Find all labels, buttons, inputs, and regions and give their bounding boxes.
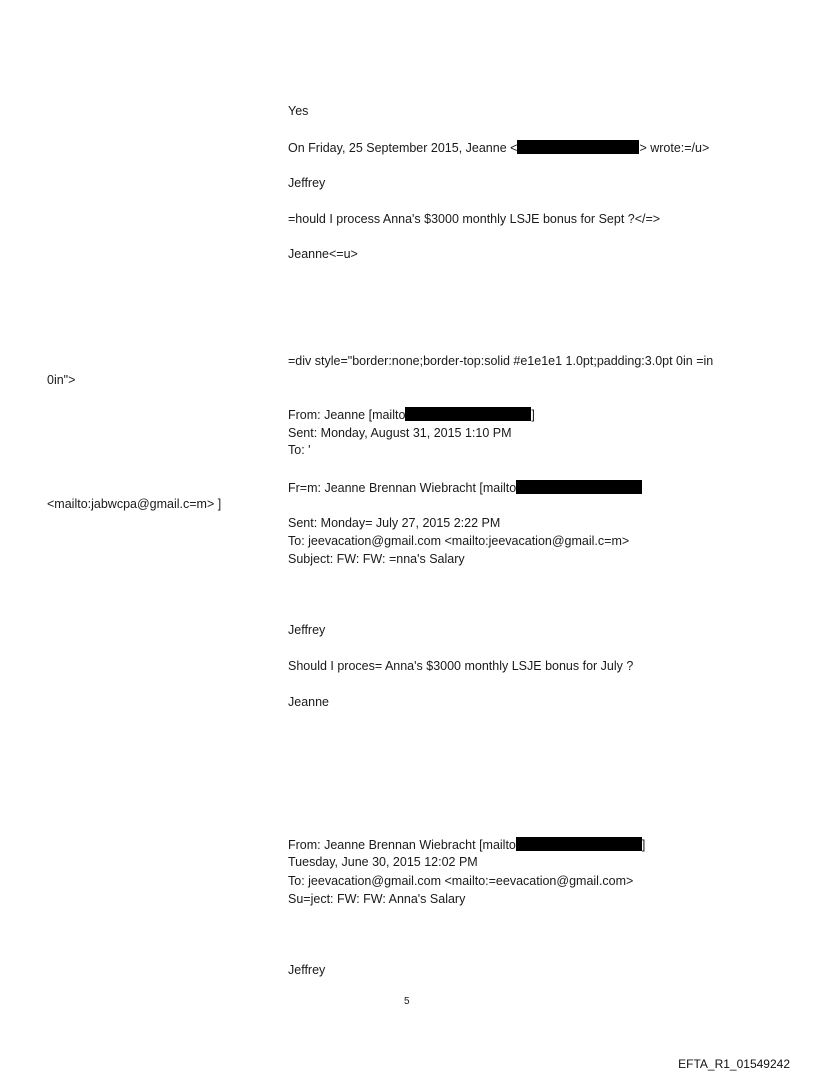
div-style-line-wrap: 0in"> xyxy=(47,373,76,387)
forward-sent: Tuesday, June 30, 2015 12:02 PM xyxy=(288,855,478,869)
forward-from xyxy=(288,837,645,853)
signature: Jeanne<=u> xyxy=(288,247,358,261)
forward-to: To: jeevacation@gmail.com <mailto:=eevacation@gmail.com> xyxy=(288,874,634,888)
redaction-box xyxy=(405,407,531,421)
div-style-line: =div style="border:none;border-top:solid #e1e1e1 1.0pt;padding:3.0pt 0in =in xyxy=(288,354,714,368)
question-text: =hould I process Anna's $3000 monthly LSJE bonus for Sept ?</=> xyxy=(288,212,661,226)
quote-header xyxy=(288,140,709,156)
redaction-box xyxy=(516,837,642,851)
forward-from-pre: Fr=m: Jeanne Brennan Wiebracht [mailto xyxy=(288,481,517,495)
quote-header-pre: On Friday, 25 September 2015, Jeanne < xyxy=(288,141,518,155)
question-text: Should I proces= Anna's $3000 monthly LSJE bonus for July ? xyxy=(288,659,634,673)
quote-header-post: > wrote:=/u> xyxy=(639,141,710,155)
forward-subject: Subject: FW: FW: =nna's Salary xyxy=(288,552,465,566)
reply-text: Yes xyxy=(288,104,309,118)
greeting: Jeffrey xyxy=(288,176,326,190)
greeting: Jeffrey xyxy=(288,623,326,637)
redaction-box xyxy=(516,480,642,494)
bates-id: EFTA_R1_01549242 xyxy=(678,1057,790,1071)
forward-from-pre: From: Jeanne Brennan Wiebracht [mailto xyxy=(288,838,516,852)
forward-sent: Sent: Monday, August 31, 2015 1:10 PM xyxy=(288,426,512,440)
forward-subject: Su=ject: FW: FW: Anna's Salary xyxy=(288,892,466,906)
forward-from xyxy=(288,480,642,496)
forward-to: To: jeevacation@gmail.com <mailto:jeevacation@gmail.c=m> xyxy=(288,534,630,548)
forward-from-post: ] xyxy=(531,408,535,422)
mailto-wrap: <mailto:jabwcpa@gmail.c=m> ] xyxy=(47,497,222,511)
forward-from-post: ] xyxy=(641,838,646,852)
forward-sent: Sent: Monday= July 27, 2015 2:22 PM xyxy=(288,516,501,530)
page-number: 5 xyxy=(404,996,410,1007)
forward-from-pre: From: Jeanne [mailto xyxy=(288,408,406,422)
forward-to: To: ' xyxy=(288,443,311,457)
redaction-box xyxy=(517,140,639,154)
signature: Jeanne xyxy=(288,695,330,709)
forward-from xyxy=(288,407,535,423)
greeting: Jeffrey xyxy=(288,963,326,977)
